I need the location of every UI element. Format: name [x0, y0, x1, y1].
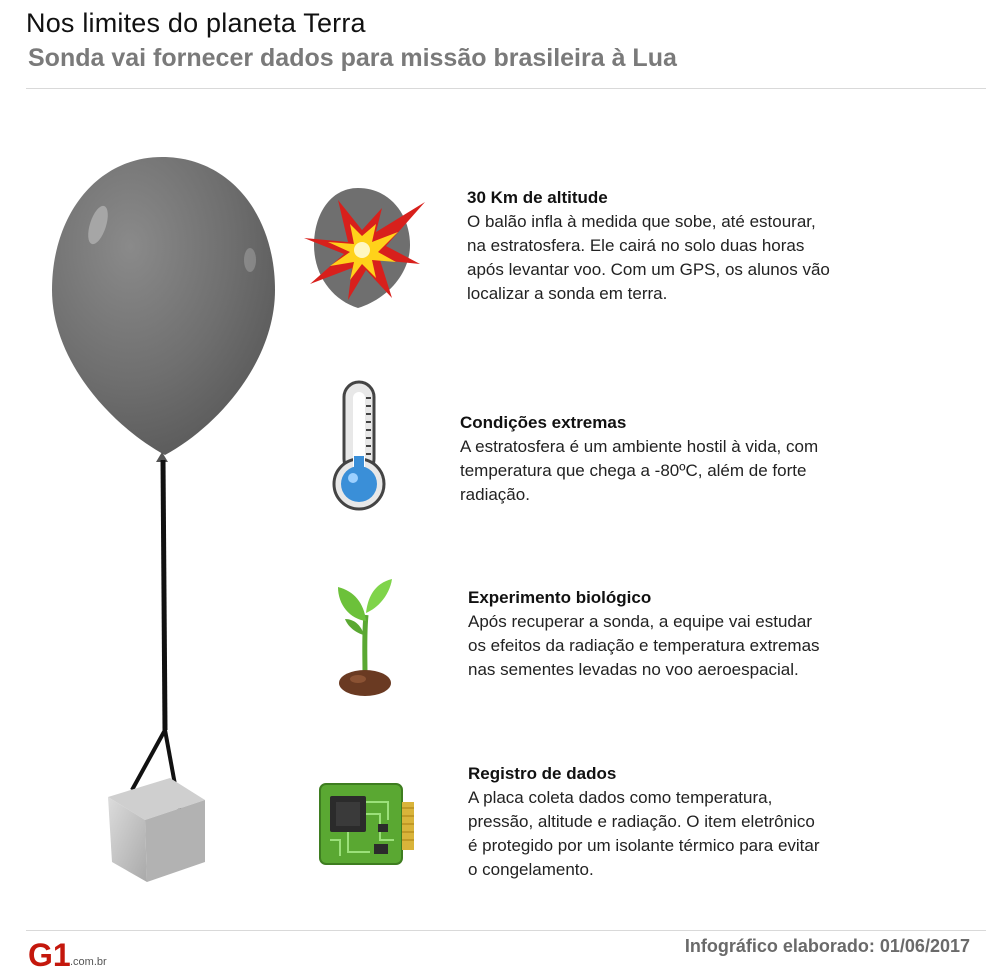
section-heading: Experimento biológico	[468, 588, 652, 607]
section-line: os efeitos da radiação e temperatura extremas	[468, 636, 820, 655]
section-line: o congelamento.	[468, 860, 594, 879]
balloon-illustration	[0, 0, 300, 900]
section-line: pressão, altitude e radiação. O item eletrônico	[468, 812, 815, 831]
section-line: temperatura que chega a -80ºC, além de forte	[460, 461, 807, 480]
infographic-date: Infográfico elaborado: 01/06/2017	[684, 936, 970, 956]
section-line: Após recuperar a sonda, a equipe vai estudar	[468, 612, 813, 631]
logo-domain: .com.br	[70, 956, 107, 968]
section-line: O balão infla à medida que sobe, até estourar,	[467, 212, 816, 231]
section-line: nas sementes levadas no voo aeroespacial.	[468, 660, 799, 679]
section-data-record	[468, 762, 820, 882]
circuit-board-icon	[318, 780, 418, 870]
logo-mark: G1	[28, 937, 71, 970]
balloon-burst-icon	[300, 180, 430, 315]
section-heading: 30 Km de altitude	[467, 188, 608, 207]
page-subtitle: Sonda vai fornecer dados para missão brasileira à Lua	[28, 44, 677, 72]
section-extreme-conditions	[460, 411, 818, 507]
thermometer-icon	[330, 378, 390, 518]
footer-divider	[26, 930, 986, 931]
balloon-shape	[52, 157, 275, 455]
section-line: localizar a sonda em terra.	[467, 284, 668, 303]
sprout-icon	[330, 575, 400, 700]
section-line: A estratosfera é um ambiente hostil à vida, com	[460, 437, 819, 456]
section-line: A placa coleta dados como temperatura,	[468, 788, 773, 807]
section-line: após levantar voo. Com um GPS, os alunos vão	[467, 260, 830, 279]
section-line: é protegido por um isolante térmico para evitar	[468, 836, 820, 855]
section-heading: Condições extremas	[460, 413, 627, 432]
section-heading: Registro de dados	[468, 764, 617, 783]
section-line: radiação.	[460, 485, 530, 504]
page-title: Nos limites do planeta Terra	[26, 8, 366, 38]
section-altitude	[467, 186, 830, 306]
section-line: na estratosfera. Ele cairá no solo duas horas	[467, 236, 805, 255]
probe-box	[108, 778, 205, 882]
section-biological-experiment	[468, 586, 820, 682]
